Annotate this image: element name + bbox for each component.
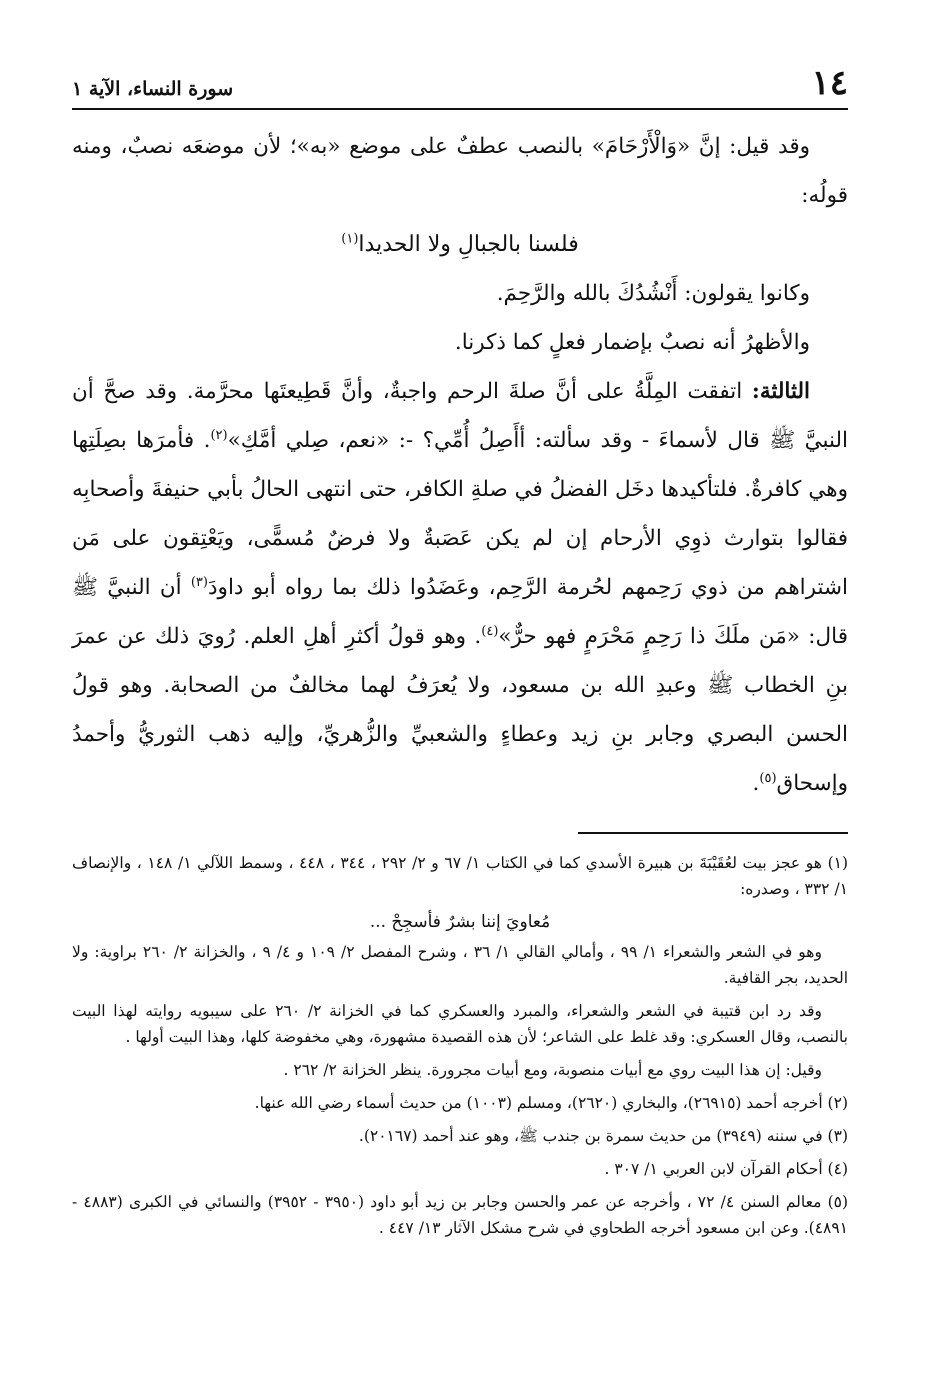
footnote-ref-4: (٤) [481,623,499,639]
section-lead: الثالثة: [751,379,810,404]
footnote-1-part-4: وقيل: إن هذا البيت روي مع أبيات منصوبة، ومع أبيات مجرورة. ينظر الخزانة ٢/ ٢٦٢ . [283,1061,822,1079]
footnote-5: (٥) معالم السنن ٤/ ٧٢ ، وأخرجه عن عمر والحسن وجابر بن زيد أبو داود (٣٩٥٠ - ٣٩٥٢) والنسائي في الكبرى (٤٨٨٣ - ٤٨٩١). وعن ابن مسعود أخرجه الطحاوي في شرح مشكل الآثار ١٣/ ٤٤٧ . [72,1193,849,1237]
page-header [72,58,848,110]
footnote-separator [578,832,848,834]
footnote-1-part-2: وهو في الشعر والشعراء ١/ ٩٩ ، وأمالي القالي ١/ ٣٦ ، وشرح المفصل ٢/ ١٠٩ و ٤/ ٩ ، والخزانة ٢/ ٢٦٠ براوية: ولا الحديد، بجر القافية. [72,943,848,987]
page-number: ١٤ [811,63,848,103]
footnote-4: (٤) أحكام القرآن لابن العربي ١/ ٣٠٧ . [604,1160,848,1178]
paragraph-4-text-b: . فأمرَها بصِلَتِها وهي كافرةٌ. فلتأكيدها دخَل الفضلُ في صلةِ الكافر، حتى انتهى الحالُ بأبي حنيفةَ وأصحابِه فقالوا بتوارث ذوِي الأرحام إن لم يكن عَصَبةٌ ولا فرضٌ مُسمًّى، ويَعْتِقون على مَن اشتراهم من ذوي رَحِمهم لحُرمة الرَّحِم، وعَضَدُوا ذلك بما رواه أبو داودَ [72,428,848,600]
footnote-3: (٣) في سننه (٣٩٤٩) من حديث سمرة بن جندب ﷺ، وهو عند أحمد (٢٠١٦٧). [358,1127,848,1145]
footnote-ref-3: (٣) [190,574,208,590]
paragraph-4 [72,367,848,808]
running-title: سورة النساء، الآية ١ [72,78,234,100]
footnote-1-verse: مُعاويَ إننا بشرٌ فأسجِحْ ... [369,912,551,932]
paragraph-4-end: . [752,771,760,796]
footnote-ref-1: (١) [341,231,359,247]
footnote-2: (٢) أخرجه أحمد (٢٦٩١٥)، والبخاري (٢٦٢٠)، ومسلم (١٠٠٣) من حديث أسماء رضي الله عنها. [254,1094,848,1112]
paragraph-4-text-c: أن النبيَّ ﷺ قال: «مَن ملَكَ ذا رَحِمٍ مَحْرَمٍ فهو حرٌّ» [72,575,848,649]
paragraph-4-text-a: اتفقت المِلَّةُ على أنَّ صلةَ الرحم واجبةٌ، وأنَّ قَطِيعتَها محرَّمة. وقد صحَّ أن النبيَّ ﷺ قال لأسماءَ - وقد سألته: أأَصِلُ أُمِّي؟ -: «نعم، صِلي أمَّكِ» [72,379,849,453]
main-text [72,122,848,808]
footnotes [72,850,848,1241]
paragraph-3: والأظهرُ أنه نصبٌ بإضمار فعلٍ كما ذكرنا. [454,330,810,355]
paragraph-4-text-d: . وهو قولُ أكثرِ أهلِ العلم. رُويَ ذلك عن عمرَ بنِ الخطاب ﷺ وعبدِ الله بن مسعود، ولا يُعرَفُ لهما مخالفٌ من الصحابة. وهو قولُ الحسن البصري وجابر بنِ زيد وعطاءٍ والشعبيِّ والزُّهريِّ، وإليه ذهب الثوريُّ وأحمدُ وإسحاق [72,624,848,796]
verse-text: فلسنا بالجبالِ ولا الحديدا [358,232,579,257]
footnote-1-part-3: وقد رد ابن قتيبة في الشعر والشعراء، والمبرد والعسكري كما في الخزانة ٢/ ٢٦٠ على سيبويه روايته لهذا البيت بالنصب، وقال العسكري: وقد غلط على الشاعر؛ لأن هذه القصيدة مشهورة، وهي مخفوضة كلها، وهذا البيت أولها . [72,1002,848,1046]
poem-verse [72,220,848,269]
paragraph-2: وكانوا يقولون: أَنْشُدُكَ بالله والرَّحِمَ. [496,281,810,306]
footnote-ref-2: (٢) [210,427,228,443]
footnote-1: (١) هو عجز بيت لعُقَيْبَةَ بن هبيرة الأسدي كما في الكتاب ١/ ٦٧ و ٢/ ٢٩٢ ، ٣٤٤ ، ٤٤٨ ، وسمط اللآلي ١/ ١٤٨ ، والإنصاف ١/ ٣٣٢ ، وصدره: [72,854,849,898]
footnote-ref-5: (٥) [759,770,777,786]
paragraph-1: وقد قيل: إنَّ «وَالْأَرْحَامَ» بالنصب عطفٌ على موضع «به»؛ لأن موضعَه نصبٌ، ومنه قولُه: [72,134,848,208]
